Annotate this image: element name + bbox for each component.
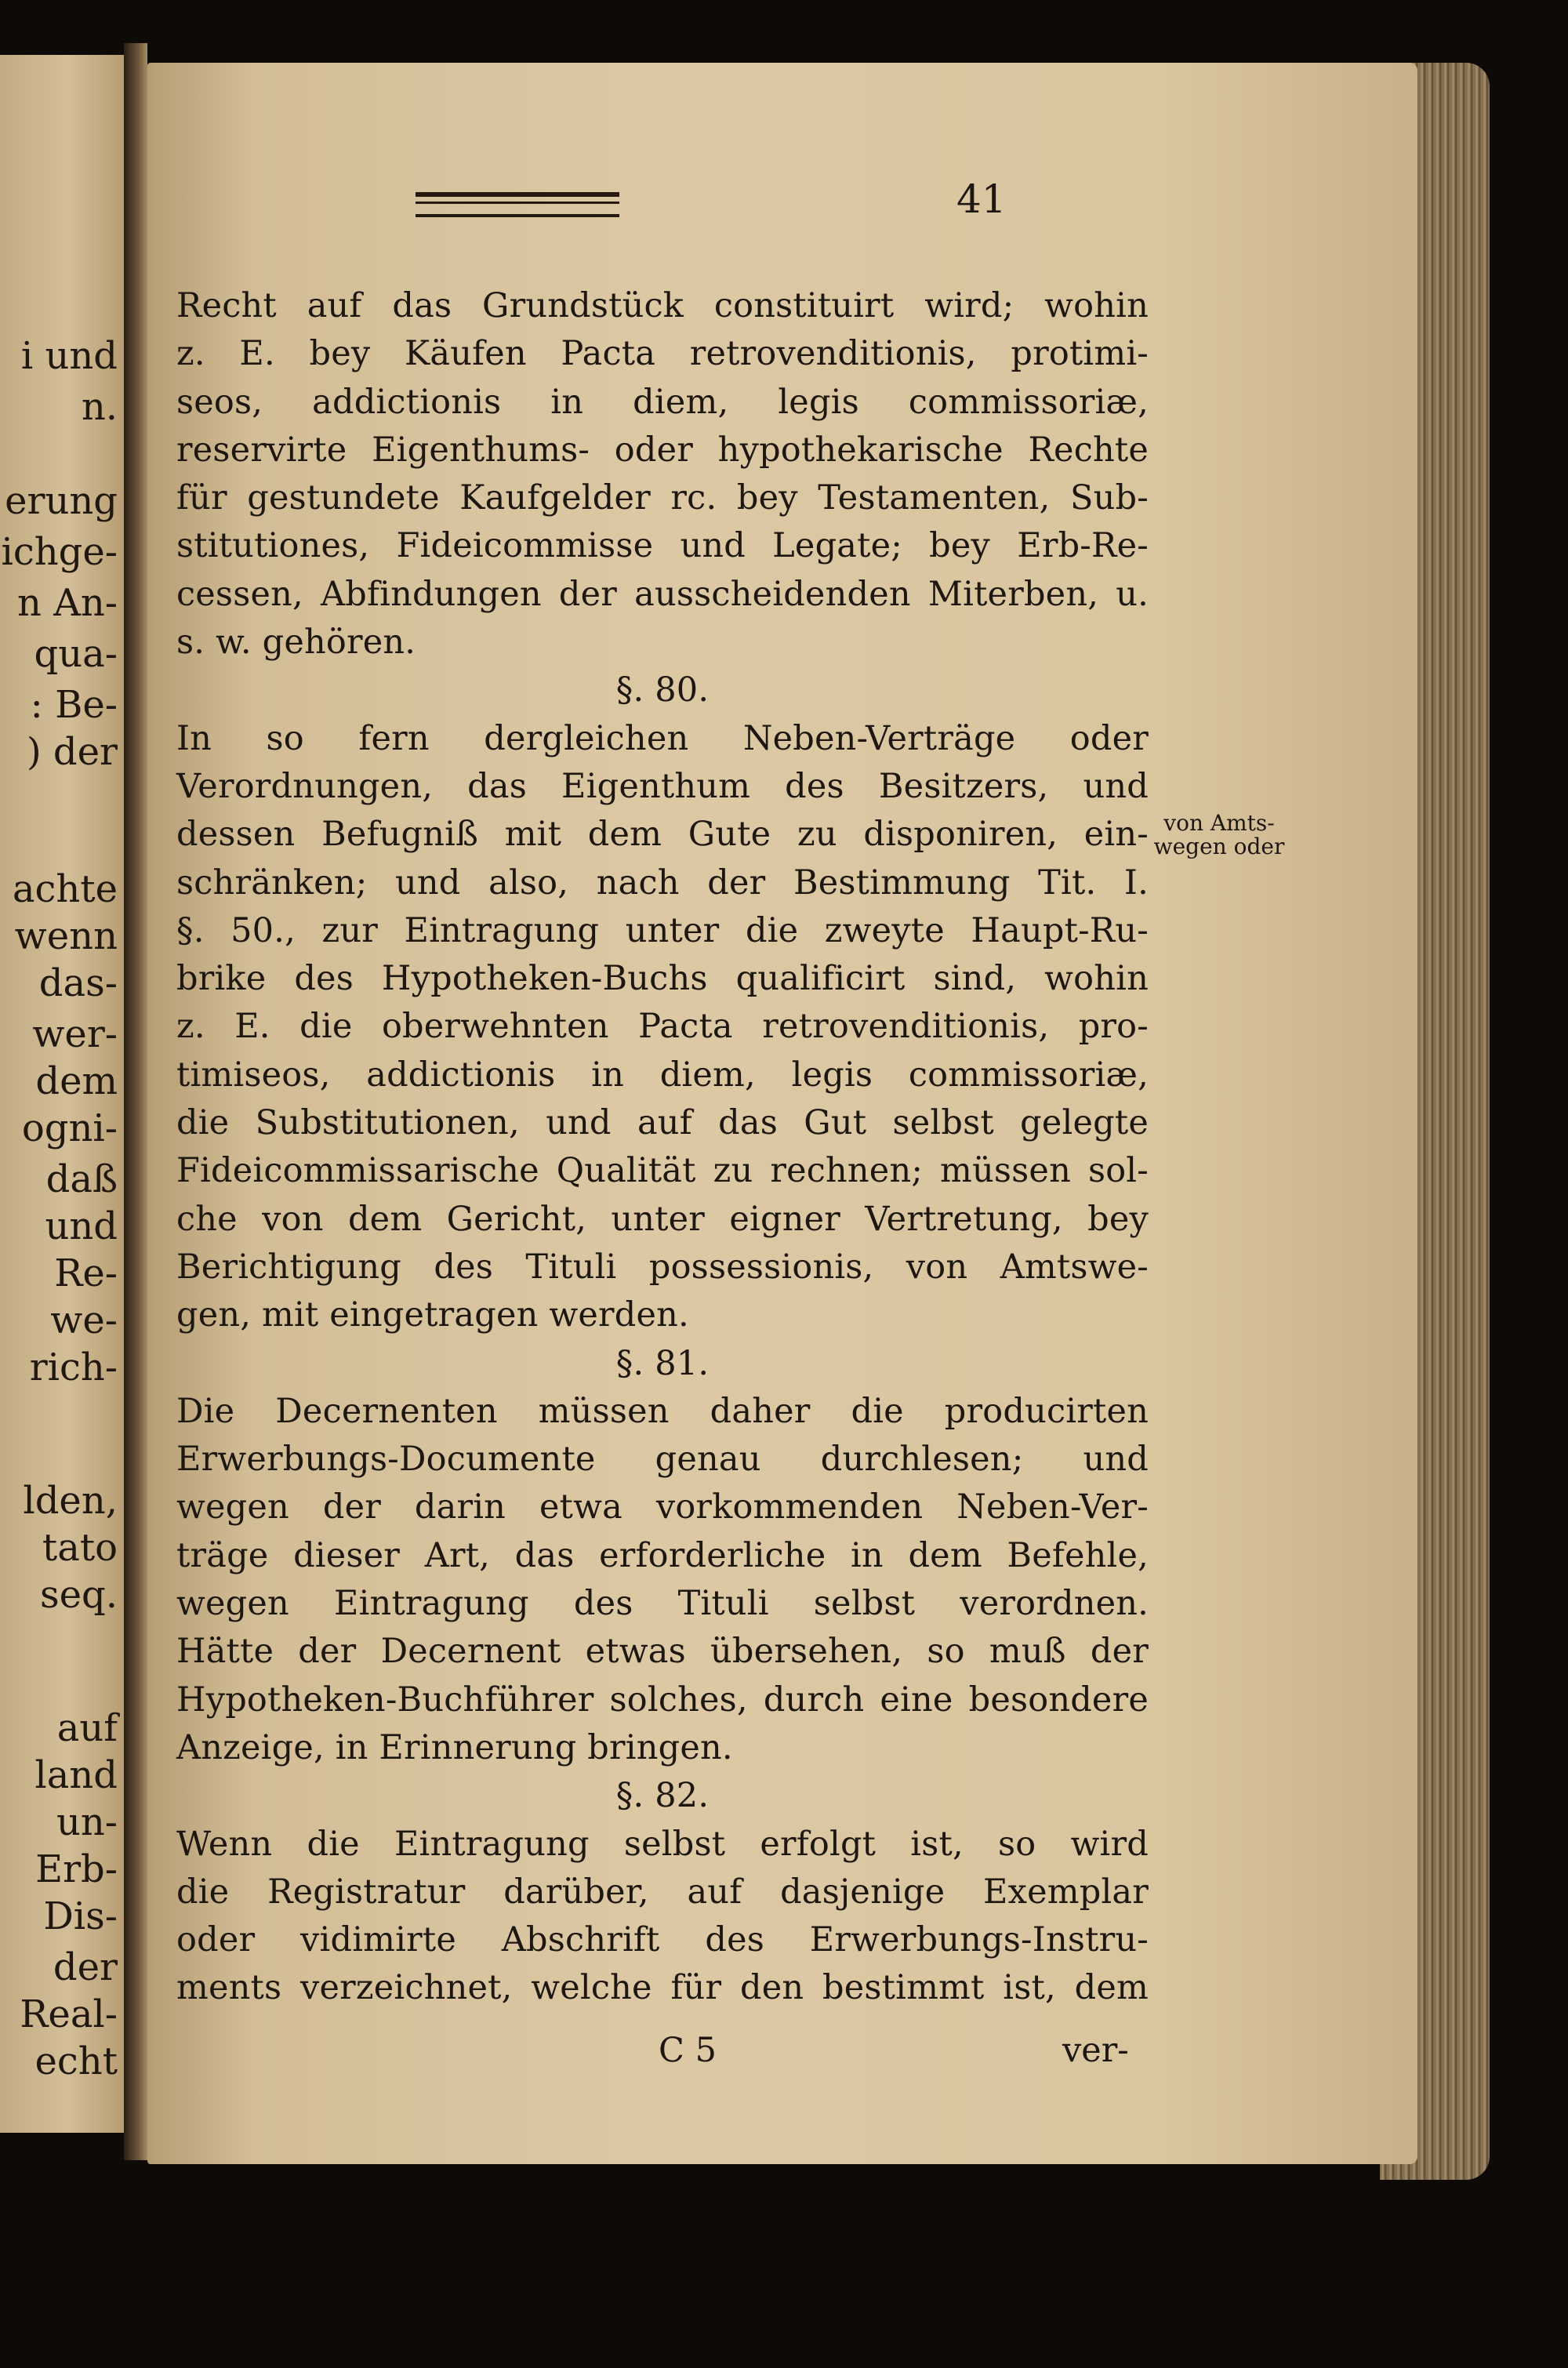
facing-page-fragment: dem (35, 1059, 118, 1103)
page-number: 41 (956, 176, 1007, 222)
facing-page-fragment: Erb- (35, 1847, 118, 1891)
facing-page-fragment: ) der (26, 730, 118, 774)
text-line: die Registratur darüber, auf dasjenige Exemplar (176, 1872, 1149, 1912)
facing-page-fragment: i und (20, 334, 118, 378)
text-line: wegen der darin etwa vorkommenden Neben-Ver- (176, 1487, 1149, 1527)
body-text (176, 282, 1149, 2013)
margin-note-line: wegen oder (1153, 834, 1285, 859)
facing-page-fragment: auf (56, 1706, 118, 1750)
facing-page-fragment: und (45, 1204, 118, 1248)
text-line: Hypotheken-Buchführer solches, durch eine besondere (176, 1680, 1149, 1720)
text-line: §. 50., zur Eintragung unter die zweyte Haupt-Ru- (176, 910, 1149, 950)
text-line: che von dem Gericht, unter eigner Vertretung, bey (176, 1199, 1149, 1239)
text-line: z. E. die oberwehnten Pacta retrovenditionis, pro- (176, 1007, 1149, 1047)
text-line: timiseos, addictionis in diem, legis commissoriæ, (176, 1055, 1149, 1095)
facing-page-fragment: seq. (39, 1573, 118, 1617)
facing-page-fragment: daß (45, 1157, 118, 1201)
header-rule (416, 192, 619, 217)
section-heading: §. 80. (615, 670, 710, 710)
text-line: s. w. gehören. (176, 623, 416, 663)
text-line: seos, addictionis in diem, legis commissoriæ, (176, 382, 1149, 422)
facing-page-fragment: Re- (54, 1251, 118, 1295)
text-line: träge dieser Art, das erforderliche in dem Befehle, (176, 1535, 1149, 1575)
facing-page-fragment: we- (50, 1298, 118, 1342)
facing-page-fragment: un- (56, 1800, 118, 1844)
facing-page-fragment: tato (42, 1526, 118, 1570)
facing-page-fragment: lden, (23, 1479, 118, 1523)
text-line: stitutiones, Fideicommisse und Legate; bey Erb-Re- (176, 526, 1149, 566)
text-line: Verordnungen, das Eigenthum des Besitzers, und (176, 766, 1149, 806)
text-line: reservirte Eigenthums- oder hypothekarische Rechte (176, 430, 1149, 470)
facing-page-fragment: das- (38, 961, 118, 1005)
text-line: wegen Eintragung des Tituli selbst verordnen. (176, 1584, 1149, 1624)
text-line: für gestundete Kaufgelder rc. bey Testamenten, Sub- (176, 478, 1149, 518)
text-line: die Substitutionen, und auf das Gut selbst gelegte (176, 1103, 1149, 1143)
text-line: cessen, Abfindungen der ausscheidenden Miterben, u. (176, 574, 1149, 614)
facing-page-fragment: n An- (17, 581, 118, 625)
text-line: Fideicommissarische Qualität zu rechnen; müssen sol- (176, 1151, 1149, 1191)
facing-page-fragment: rich- (29, 1346, 118, 1389)
text-line: Die Decernenten müssen daher die producirten (176, 1391, 1149, 1431)
text-line: In so fern dergleichen Neben-Verträge oder (176, 718, 1149, 758)
facing-page-fragment: der (53, 1945, 118, 1989)
text-line: Wenn die Eintragung selbst erfolgt ist, so wird (176, 1824, 1149, 1864)
text-line: oder vidimirte Abschrift des Erwerbungs-Instru- (176, 1920, 1149, 1960)
text-line: ments verzeichnet, welche für den bestimmt ist, dem (176, 1968, 1149, 2008)
text-line: z. E. bey Käufen Pacta retrovenditionis, protimi- (176, 334, 1149, 374)
facing-page-strip (0, 55, 124, 2133)
text-line: Erwerbungs-Documente genau durchlesen; und (176, 1440, 1149, 1480)
section-heading: §. 81. (615, 1343, 710, 1383)
facing-page-fragment: wenn (14, 914, 118, 958)
text-line: Hätte der Decernent etwas übersehen, so muß der (176, 1632, 1149, 1672)
facing-page-fragment: echt (34, 2039, 118, 2083)
text-line: gen, mit eingetragen werden. (176, 1295, 689, 1335)
text-line: Berichtigung des Tituli possessionis, von Amtswe- (176, 1247, 1149, 1287)
text-line: brike des Hypotheken-Buchs qualificirt sind, wohin (176, 959, 1149, 999)
section-heading: §. 82. (615, 1776, 710, 1816)
margin-note (1149, 812, 1290, 859)
facing-page-fragment: erung (5, 479, 118, 523)
signature-mark: C 5 (659, 2031, 717, 2070)
margin-note-line: von Amts- (1163, 810, 1275, 836)
facing-page-fragment: wer- (32, 1012, 118, 1056)
book-gutter (124, 43, 147, 2160)
facing-page-fragment: Dis- (43, 1894, 118, 1938)
text-line: Recht auf das Grundstück constituirt wird; wohin (176, 286, 1149, 325)
catchword: ver- (1062, 2031, 1129, 2070)
facing-page-fragment: ichge- (1, 530, 118, 574)
facing-page-fragment: land (34, 1753, 118, 1797)
facing-page-fragment: Real- (20, 1992, 118, 2036)
facing-page-fragment: : Be- (30, 683, 118, 727)
facing-page-fragment: n. (81, 385, 118, 429)
facing-page-fragment: qua- (34, 632, 118, 676)
text-line: schränken; und also, nach der Bestimmung Tit. I. (176, 863, 1149, 903)
facing-page-fragment: achte (12, 867, 118, 911)
text-line: Anzeige, in Erinnerung bringen. (176, 1727, 733, 1767)
text-line: dessen Befugniß mit dem Gute zu disponiren, ein- (176, 815, 1149, 855)
facing-page-fragment: ogni- (21, 1106, 118, 1150)
